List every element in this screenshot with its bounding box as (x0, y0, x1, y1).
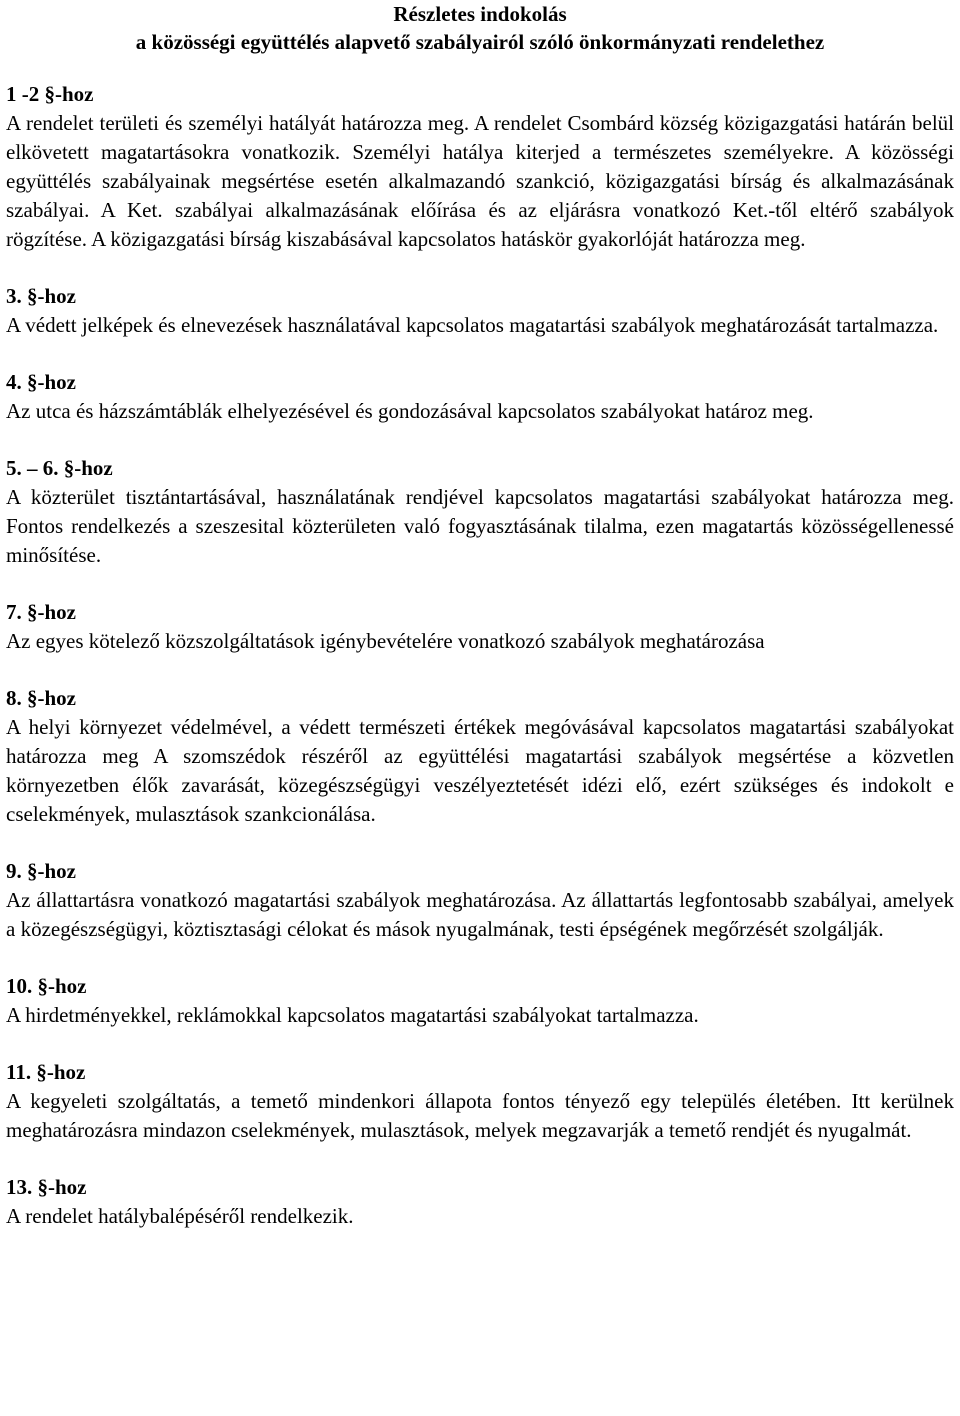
section-5-6 (6, 454, 954, 570)
title-line-2: a közösségi együttélés alapvető szabályairól szóló önkormányzati rendelethez (135, 30, 825, 54)
section-heading: 10. §-hoz (6, 974, 87, 998)
section-body: A hirdetményekkel, reklámokkal kapcsolatos magatartási szabályokat tartalmazza. (6, 1003, 699, 1027)
section-4 (6, 368, 954, 426)
section-body: A helyi környezet védelmével, a védett természeti értékek megóvásával kapcsolatos magatartási szabályokat határozza meg A szomszédok részéről az együttélési magatartási szabályok megsértése a közvetlen környezetben élők zavarását, közegészségügyi veszélyeztetését idézi elő, ezért szükséges és indokolt e cselekmények, mulasztások szankcionálása. (6, 715, 954, 826)
section-8 (6, 684, 954, 829)
document-title (6, 0, 954, 56)
section-body: A védett jelképek és elnevezések használatával kapcsolatos magatartási szabályok meghatározását tartalmazza. (6, 313, 939, 337)
section-heading: 1 -2 §-hoz (6, 82, 94, 106)
section-13 (6, 1173, 954, 1231)
section-body: Az állattartásra vonatkozó magatartási szabályok meghatározása. Az állattartás legfontosabb szabályai, amelyek a közegészségügyi, köztisztasági célokat és mások nyugalmának, testi épségének megőrzését szolgálják. (6, 888, 954, 941)
section-heading: 5. – 6. §-hoz (6, 456, 113, 480)
section-heading: 11. §-hoz (6, 1060, 86, 1084)
title-line-1: Részletes indokolás (393, 2, 567, 26)
section-1-2 (6, 80, 954, 254)
section-heading: 7. §-hoz (6, 600, 76, 624)
section-heading: 4. §-hoz (6, 370, 76, 394)
section-body: A közterület tisztántartásával, használatának rendjével kapcsolatos magatartási szabályokat határozza meg. Fontos rendelkezés a szeszesital közterületen való fogyasztásának tilalma, ezen magatartás közösségellenessé minősítése. (6, 485, 954, 567)
section-3 (6, 282, 954, 340)
section-heading: 3. §-hoz (6, 284, 76, 308)
section-body: Az utca és házszámtáblák elhelyezésével és gondozásával kapcsolatos szabályokat határoz meg. (6, 399, 814, 423)
section-heading: 9. §-hoz (6, 859, 76, 883)
section-heading: 13. §-hoz (6, 1175, 87, 1199)
section-body: Az egyes kötelező közszolgáltatások igénybevételére vonatkozó szabályok meghatározása (6, 629, 765, 653)
section-9 (6, 857, 954, 944)
section-10 (6, 972, 954, 1030)
section-body: A rendelet hatálybalépéséről rendelkezik. (6, 1204, 354, 1228)
section-11 (6, 1058, 954, 1145)
section-heading: 8. §-hoz (6, 686, 76, 710)
section-body: A rendelet területi és személyi hatályát határozza meg. A rendelet Csombárd község közigazgatási határán belül elkövetett magatartásokra vonatkozik. Személyi hatálya kiterjed a természetes személyekre. A közösségi együttélés szabályainak megsértése esetén alkalmazandó szankció, közigazgatási bírság és alkalmazásának szabályai. A Ket. szabályai alkalmazásának előírása és az eljárásra vonatkozó Ket.-től eltérő szabályok rögzítése. A közigazgatási bírság kiszabásával kapcsolatos hatáskör gyakorlóját határozza meg. (6, 111, 954, 251)
section-body: A kegyeleti szolgáltatás, a temető mindenkori állapota fontos tényező egy település életében. Itt kerülnek meghatározásra mindazon cselekmények, mulasztások, melyek megzavarják a temető rendjét és nyugalmát. (6, 1089, 954, 1142)
section-7 (6, 598, 954, 656)
